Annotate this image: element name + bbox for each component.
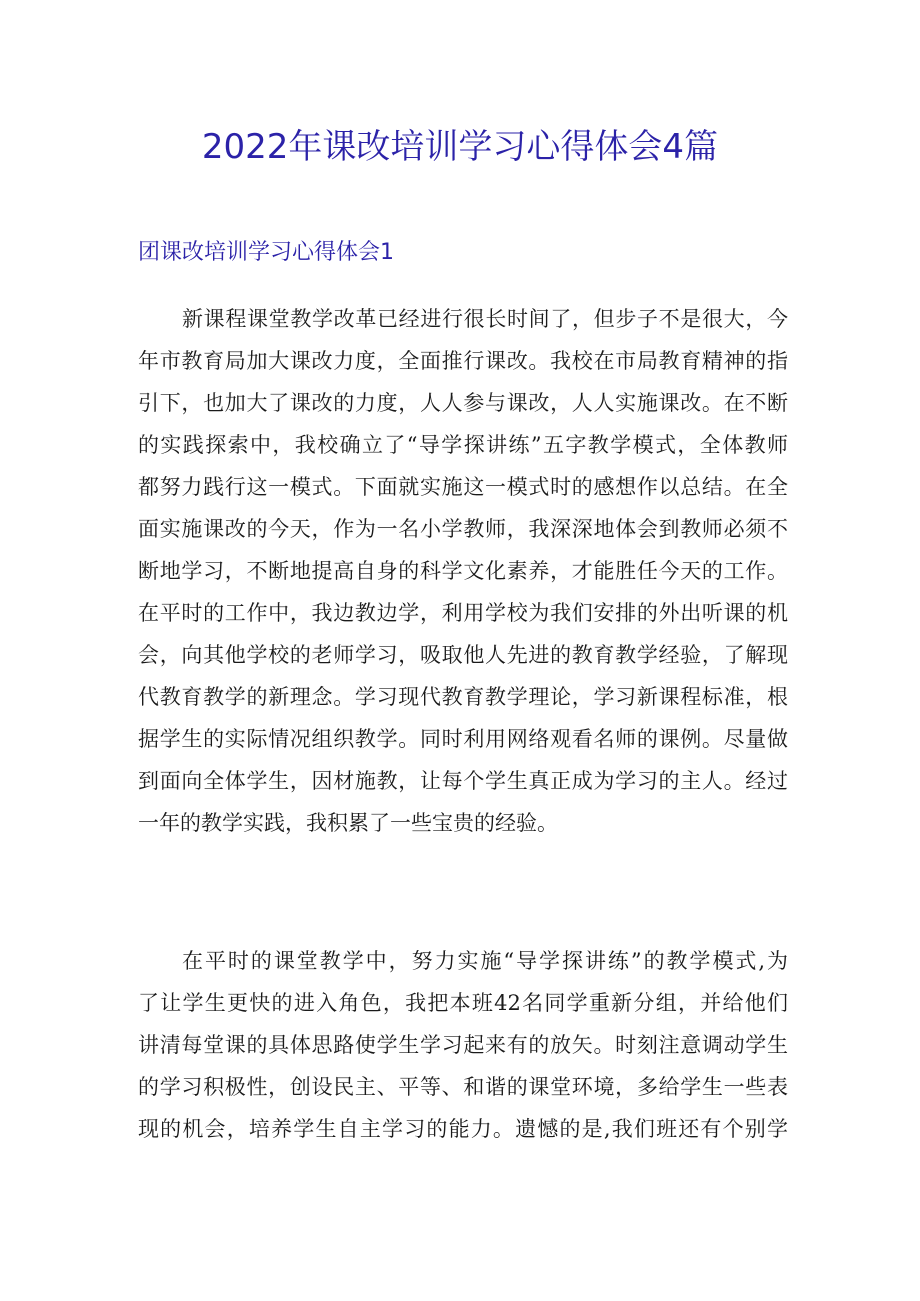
paragraph-line: 引下，也加大了课改的力度，人人参与课改，人人实施课改。在不断 bbox=[138, 391, 788, 415]
paragraph-line: 现的机会，培养学生自主学习的能力。遗憾的是,我们班还有个别学 bbox=[138, 1117, 788, 1141]
document-title: 2022年课改培训学习心得体会4篇 bbox=[201, 127, 719, 167]
paragraph-line: 一年的教学实践，我积累了一些宝贵的经验。 bbox=[138, 811, 558, 835]
paragraph-line: 了让学生更快的进入角色，我把本班42名同学重新分组，并给他们 bbox=[138, 991, 788, 1015]
paragraph-line: 断地学习，不断地提高自身的科学文化素养，才能胜任今天的工作。 bbox=[138, 559, 788, 583]
paragraph-line: 会，向其他学校的老师学习，吸取他人先进的教育教学经验，了解现 bbox=[138, 643, 788, 667]
paragraph-line: 在平时的工作中，我边教边学，利用学校为我们安排的外出听课的机 bbox=[138, 601, 788, 625]
paragraph-line: 都努力践行这一模式。下面就实施这一模式时的感想作以总结。在全 bbox=[138, 475, 788, 499]
paragraph-line: 讲清每堂课的具体思路使学生学习起来有的放矢。时刻注意调动学生 bbox=[138, 1033, 788, 1057]
paragraph-line: 在平时的课堂教学中，努力实施“导学探讲练”的教学模式,为 bbox=[182, 949, 788, 973]
paragraph-line: 代教育教学的新理念。学习现代教育教学理论，学习新课程标准，根 bbox=[138, 685, 788, 709]
paragraph-1 bbox=[138, 298, 788, 844]
paragraph-line: 到面向全体学生，因材施教，让每个学生真正成为学习的主人。经过 bbox=[138, 769, 788, 793]
section-heading: 团课改培训学习心得体会1 bbox=[138, 240, 394, 265]
paragraph-line: 据学生的实际情况组织教学。同时利用网络观看名师的课例。尽量做 bbox=[138, 727, 788, 751]
paragraph-line: 的学习积极性，创设民主、平等、和谐的课堂环境，多给学生一些表 bbox=[138, 1075, 788, 1099]
paragraph-line: 的实践探索中，我校确立了“导学探讲练”五字教学模式，全体教师 bbox=[138, 433, 788, 457]
paragraph-line: 年市教育局加大课改力度，全面推行课改。我校在市局教育精神的指 bbox=[138, 349, 788, 373]
paragraph-line: 新课程课堂教学改革已经进行很长时间了，但步子不是很大，今 bbox=[182, 307, 788, 331]
paragraph-2 bbox=[138, 940, 788, 1150]
paragraph-line: 面实施课改的今天，作为一名小学教师，我深深地体会到教师必须不 bbox=[138, 517, 788, 541]
